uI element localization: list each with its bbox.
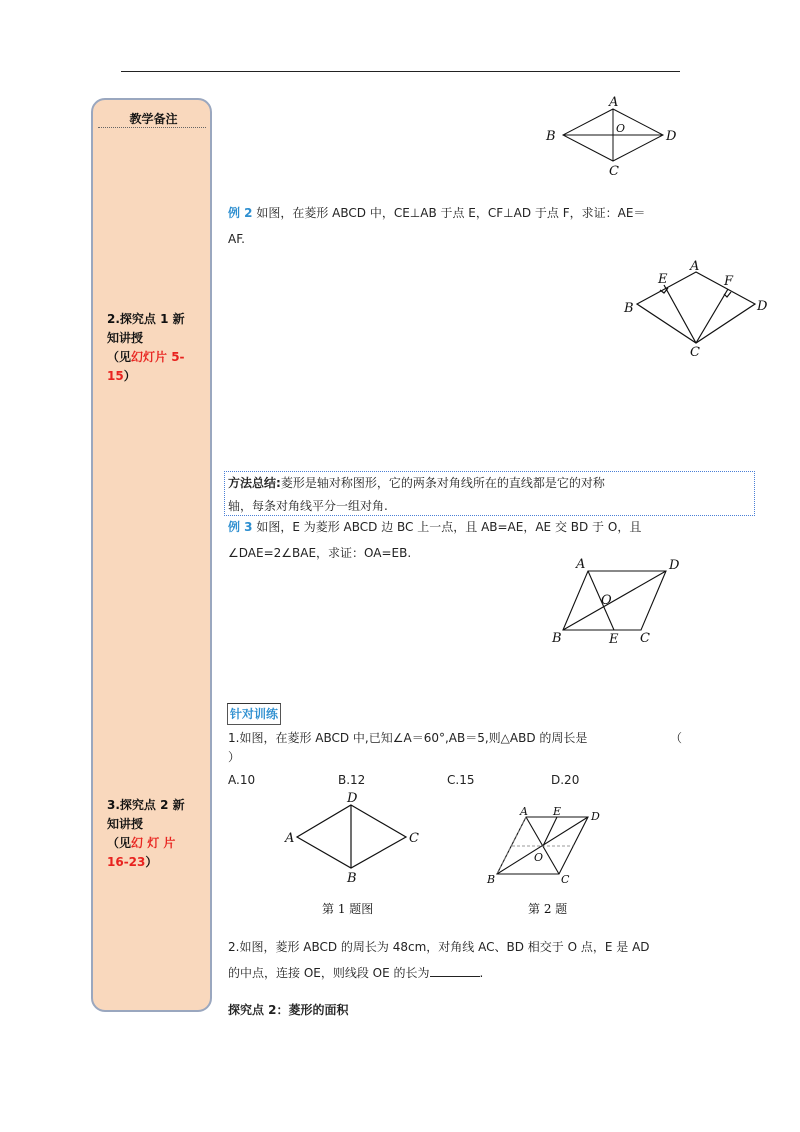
fig4-label-d: D	[347, 791, 358, 806]
fig3-label-c: C	[640, 631, 650, 646]
method-summary-head: 方法总结:	[228, 476, 281, 490]
example-3-tag: 例 3	[228, 520, 253, 534]
option-c: C.15	[447, 773, 475, 787]
section-1-prefix: （见	[107, 350, 132, 364]
section-1-slide-ref: 幻灯片 5-	[131, 350, 185, 364]
question-2-end: .	[479, 966, 484, 980]
fig2-label-e: E	[658, 272, 668, 287]
example-3	[228, 514, 688, 566]
fig1-label-c: C	[609, 164, 619, 179]
fig4-label-b: B	[347, 871, 357, 886]
section-1-suffix: ）	[123, 369, 136, 383]
question-2-text: 的中点，连接 OE，则线段 OE 的长为	[228, 966, 430, 980]
example-2-text: 如图，在菱形 ABCD 中，CE⊥AB 于点 E，CF⊥AD 于点 F，求证：AE＝	[252, 206, 646, 220]
example-2-line2: AF.	[228, 232, 245, 246]
example-3-line2: ∠DAE=2∠BAE，求证：OA=EB.	[228, 546, 412, 560]
fig1-label-b: B	[546, 129, 556, 144]
caption-question-1: 第 1 题图	[322, 902, 374, 916]
fig5-label-c: C	[561, 873, 570, 886]
example-3-line1	[228, 514, 688, 540]
fig2-label-d: D	[757, 299, 768, 314]
fig2-label-b: B	[624, 301, 634, 316]
fig3-diagonal-bd	[563, 571, 666, 630]
method-summary	[228, 472, 752, 518]
fig5-segment-eo	[543, 817, 557, 846]
fig2-label-f: F	[724, 274, 734, 289]
question-2	[228, 934, 688, 986]
fig2-rhombus-outline	[637, 272, 755, 343]
figure-5-parallelogram	[497, 817, 588, 874]
option-a: A.10	[228, 773, 256, 787]
question-2-line2	[228, 960, 688, 986]
example-2-tag: 例 2	[228, 206, 253, 220]
figure-4-rhombus	[297, 805, 406, 868]
section-1-line1: 2.探究点 1 新	[107, 312, 185, 326]
figure-5-dashed-lines	[497, 817, 574, 874]
fig2-right-angle-f	[724, 292, 731, 297]
fig3-label-b: B	[552, 631, 562, 646]
section-2-line2: 知讲授	[107, 817, 144, 831]
example-3-text: 如图，E 为菱形 ABCD 边 BC 上一点，且 AB=AE，AE 交 BD 于 O，且	[252, 520, 642, 534]
fig2-segment-cf	[696, 289, 728, 343]
option-d: D.20	[551, 773, 580, 787]
figure-2-rhombus	[637, 272, 755, 343]
method-summary-line1	[228, 472, 752, 495]
option-b: B.12	[338, 773, 366, 787]
sidebar-title: 教学备注	[129, 112, 178, 126]
fig4-label-a: A	[285, 831, 295, 846]
figure-1-rhombus	[563, 109, 663, 161]
fig1-label-a: A	[609, 95, 619, 110]
section-2-prefix: （见	[107, 836, 132, 850]
fig5-label-a: A	[520, 805, 528, 818]
section-2-suffix: ）	[145, 855, 158, 869]
practice-heading: 针对训练	[227, 703, 281, 725]
section-2-slide-ref-end: 16-23	[107, 855, 146, 869]
section-1-line2: 知讲授	[107, 331, 144, 345]
fig3-label-o: O	[601, 593, 612, 608]
fig5-label-b: B	[487, 873, 496, 886]
method-summary-line2: 轴，每条对角线平分一组对角.	[228, 499, 388, 513]
fig5-label-e: E	[553, 805, 562, 818]
question-2-line1: 2.如图，菱形 ABCD 的周长为 48cm，对角线 AC、BD 相交于 O 点，E 是 AD	[228, 940, 650, 954]
fig2-label-c: C	[690, 345, 700, 360]
fig4-label-c: C	[409, 831, 419, 846]
answer-blank	[430, 964, 480, 977]
section-2-slide-ref: 幻 灯 片	[131, 836, 176, 850]
fig3-label-d: D	[669, 558, 680, 573]
fig3-label-e: E	[609, 632, 619, 647]
example-2	[228, 200, 688, 252]
example-2-line1	[228, 200, 688, 226]
fig5-label-o: O	[534, 851, 544, 864]
fig2-segment-ce	[664, 285, 696, 343]
fig1-label-d: D	[666, 129, 677, 144]
caption-question-2: 第 2 题	[528, 902, 568, 916]
fig3-label-a: A	[576, 557, 586, 572]
section-2-line1: 3.探究点 2 新	[107, 798, 185, 812]
fig1-label-o: O	[616, 122, 626, 135]
fig5-diagonal-bd	[497, 817, 588, 874]
fig2-label-a: A	[690, 259, 700, 274]
fig5-label-d: D	[591, 810, 600, 823]
question-1-paren-close: ）	[228, 750, 241, 764]
question-1-line1: 1.如图，在菱形 ABCD 中,已知∠A＝60°,AB＝5,则△ABD 的周长是	[228, 731, 588, 745]
figure-3-rhombus	[563, 571, 666, 630]
question-1-paren-open: （	[670, 731, 683, 745]
method-summary-text: 菱形是轴对称图形，它的两条对角线所在的直线都是它的对称	[280, 476, 605, 490]
section-1-slide-ref-end: 15	[107, 369, 124, 383]
section-heading: 探究点 2：菱形的面积	[228, 1003, 349, 1017]
